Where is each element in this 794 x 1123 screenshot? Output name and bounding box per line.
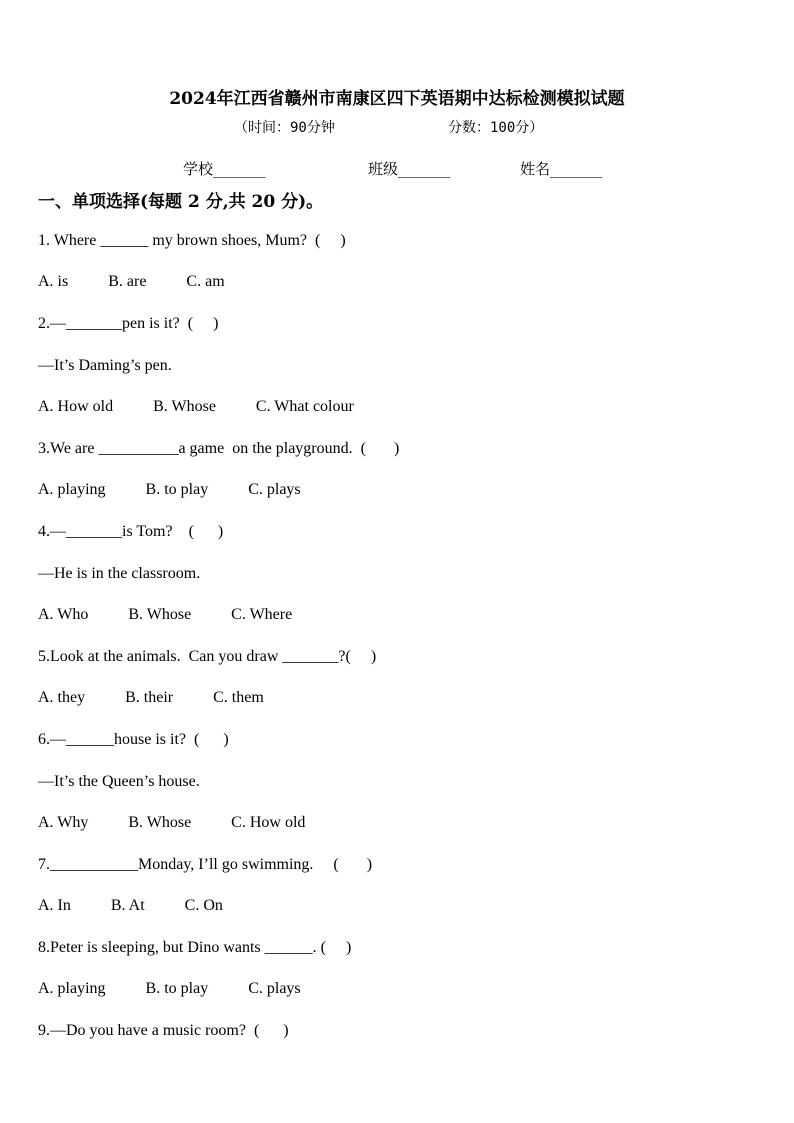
question-8-options: A. playing B. to play C. plays — [38, 980, 301, 997]
exam-score: 分数：100分） — [448, 120, 544, 136]
question-5: 5.Look at the animals. Can you draw _______?( ) — [38, 648, 377, 665]
question-4: 4.—_______is Tom? ( ) — [38, 523, 224, 540]
question-8: 8.Peter is sleeping, but Dino wants ______. ( ) — [38, 939, 352, 956]
school-field: 学校_______ — [183, 160, 266, 178]
question-7: 7.___________Monday, I’ll go swimming. ( ) — [38, 856, 373, 873]
question-1: 1. Where ______ my brown shoes, Mum? ( ) — [38, 232, 346, 249]
section-heading: 一、单项选择(每题 2 分,共 20 分)。 — [38, 192, 324, 212]
question-1-options: A. is B. are C. am — [38, 273, 225, 290]
question-2-reply: —It’s Daming’s pen. — [38, 357, 172, 374]
question-4-options: A. Who B. Whose C. Where — [38, 606, 293, 623]
question-2-options: A. How old B. Whose C. What colour — [38, 398, 354, 415]
question-6: 6.—______house is it? ( ) — [38, 731, 229, 748]
question-9: 9.—Do you have a music room? ( ) — [38, 1022, 289, 1039]
question-5-options: A. they B. their C. them — [38, 689, 264, 706]
question-4-reply: —He is in the classroom. — [38, 565, 201, 582]
exam-title: 2024年江西省赣州市南康区四下英语期中达标检测模拟试题 — [169, 89, 625, 109]
question-6-options: A. Why B. Whose C. How old — [38, 814, 306, 831]
question-7-options: A. In B. At C. On — [38, 897, 223, 914]
question-3: 3.We are __________a game on the playground. ( ) — [38, 440, 400, 457]
question-3-options: A. playing B. to play C. plays — [38, 481, 301, 498]
class-field: 班级_______ — [368, 160, 451, 178]
question-2: 2.—_______pen is it? ( ) — [38, 315, 219, 332]
exam-time: （时间：90分钟 — [234, 120, 335, 136]
name-field: 姓名_______ — [520, 160, 603, 178]
question-6-reply: —It’s the Queen’s house. — [38, 773, 200, 790]
